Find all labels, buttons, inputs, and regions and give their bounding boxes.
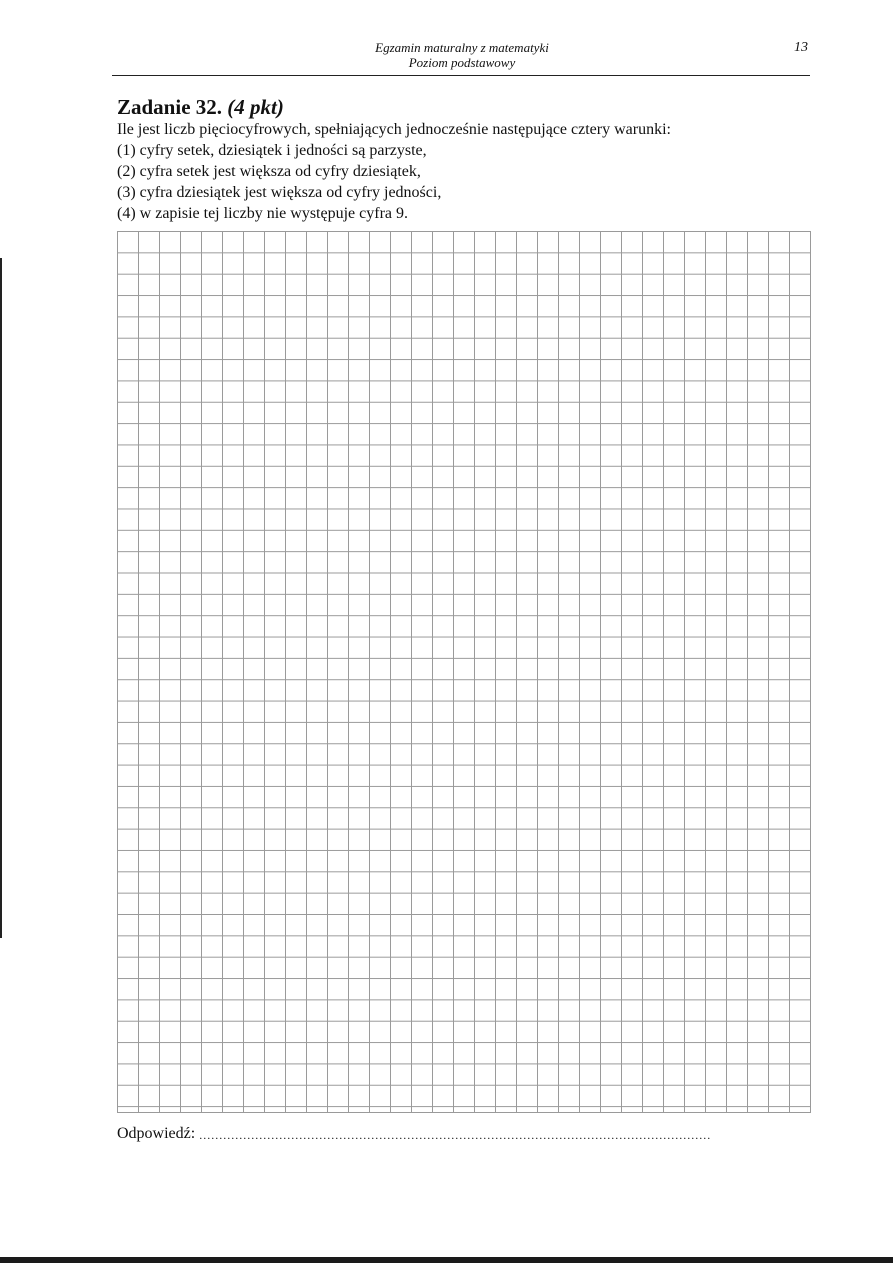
header-divider (112, 75, 810, 76)
task-points: (4 pkt) (227, 95, 284, 119)
page-header (112, 40, 812, 70)
task-intro: Ile jest liczb pięciocyfrowych, spełniających jednocześnie następujące cztery warunki: (117, 121, 671, 138)
task-label: Zadanie 32. (117, 95, 223, 119)
answer-label: Odpowiedź: (117, 1125, 196, 1142)
task-heading (117, 94, 284, 120)
task-condition: (1) cyfry setek, dziesiątek i jedności są parzyste, (117, 142, 427, 159)
scan-bottom-band (0, 1257, 893, 1263)
task-condition: (2) cyfra setek jest większa od cyfry dziesiątek, (117, 163, 421, 180)
solution-grid[interactable] (117, 231, 811, 1113)
task-condition: (4) w zapisie tej liczby nie występuje cyfra 9. (117, 205, 408, 222)
scan-edge-mark (0, 258, 2, 938)
answer-line (117, 1125, 789, 1143)
task-text (117, 119, 807, 224)
answer-field[interactable]: ................................................................................................................................ (199, 1128, 712, 1142)
page-number: 13 (794, 40, 808, 55)
exam-title: Egzamin maturalny z matematyki (375, 40, 549, 55)
task-condition: (3) cyfra dziesiątek jest większa od cyfry jedności, (117, 184, 442, 201)
exam-level: Poziom podstawowy (408, 55, 516, 70)
